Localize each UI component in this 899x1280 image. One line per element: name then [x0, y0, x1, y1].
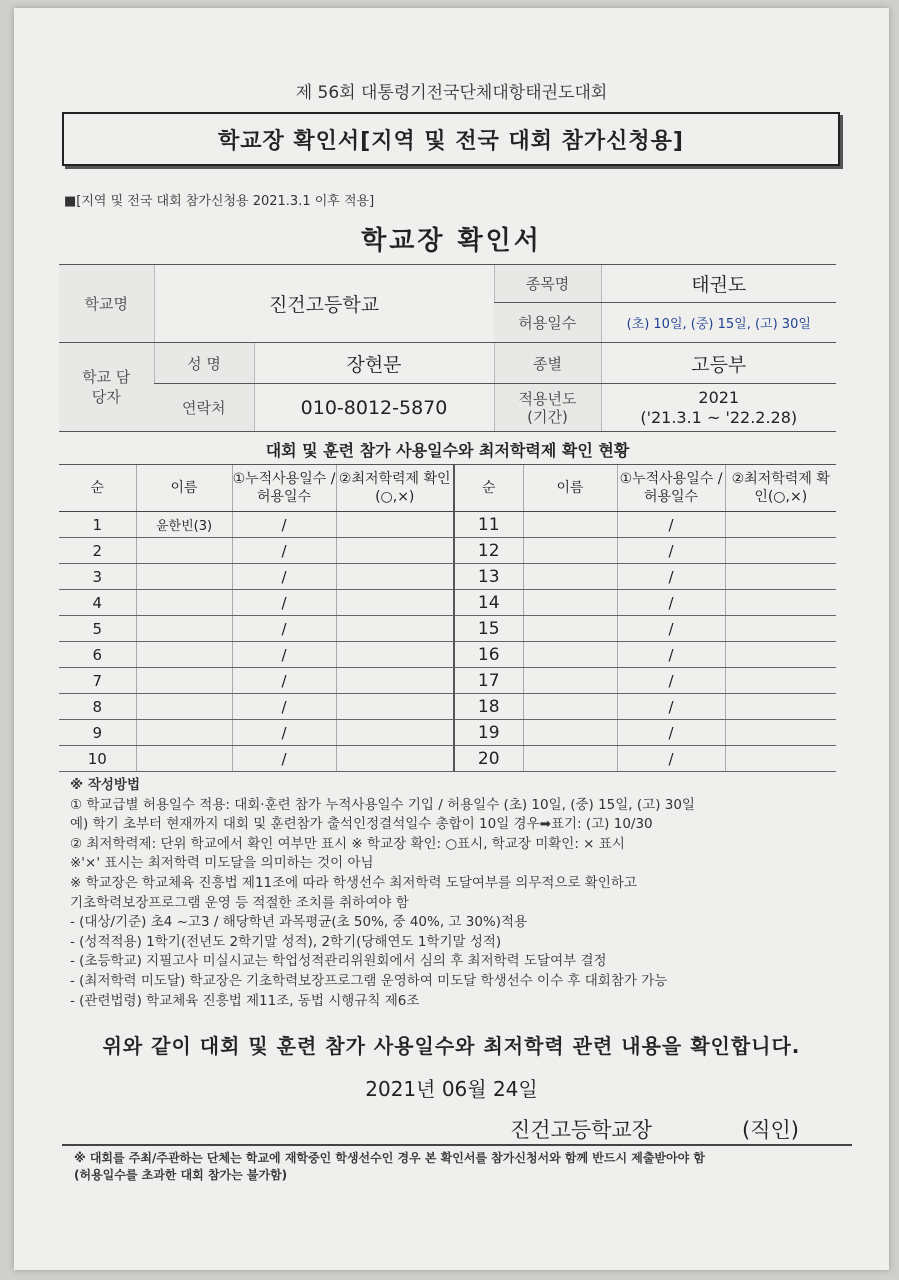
col-min-header: ②최저학력제 확인(○,×): [336, 465, 454, 512]
col-days-header: ①누적사용일수 /허용일수: [232, 465, 336, 512]
row-min-check: [336, 668, 454, 694]
row-name: [523, 512, 617, 538]
row-min-check: [725, 694, 836, 720]
row-name: [136, 616, 232, 642]
row-no: 14: [454, 590, 523, 616]
row-min-check: [725, 642, 836, 668]
table-heading: 대회 및 훈련 참가 사용일수와 최저학력제 확인 현황: [265, 441, 630, 460]
name-value: 장현문: [254, 343, 494, 384]
name-label: 성 명: [154, 343, 254, 384]
row-min-check: [725, 564, 836, 590]
confirmation-statement: 위와 같이 대회 및 훈련 참가 사용일수와 최저학력 관련 내용을 확인합니다.: [102, 1034, 801, 1058]
instruction-line: - (초등학교) 지필고사 미실시교는 학업성적관리위원회에서 심의 후 최저학력 도달여부 결정: [70, 953, 607, 970]
event-title: 제 56회 대통령기전국단체대항태권도대회: [295, 83, 608, 103]
row-no: 5: [59, 616, 136, 642]
row-min-check: [336, 746, 454, 772]
table-row: [59, 668, 836, 694]
row-min-check: [336, 590, 454, 616]
instruction-line: ※ 작성방법: [70, 777, 140, 793]
row-no: 16: [454, 642, 523, 668]
row-days: /: [232, 642, 336, 668]
table-row: [59, 512, 836, 538]
document-page: [14, 8, 889, 1270]
row-name: [523, 642, 617, 668]
row-min-check: [725, 720, 836, 746]
table-row: [59, 720, 836, 746]
row-no: 6: [59, 642, 136, 668]
row-min-check: [336, 616, 454, 642]
contact-label: 연락처: [154, 384, 254, 432]
row-days: /: [232, 746, 336, 772]
row-days: /: [232, 590, 336, 616]
row-days: /: [617, 668, 725, 694]
row-days: /: [617, 694, 725, 720]
period-label: 적용년도 (기간): [494, 384, 601, 432]
row-no: 3: [59, 564, 136, 590]
participation-table: [59, 464, 836, 772]
event-value: 태권도: [601, 265, 836, 303]
row-min-check: [725, 746, 836, 772]
instruction-line: ※ 학교장은 학교체육 진흥법 제11조에 따라 학생선수 최저학력 도달여부를 의무적으로 확인하고: [70, 874, 637, 891]
instruction-line: - (최저학력 미도달) 학교장은 기초학력보장프로그램 운영하여 미도달 학생선수 이수 후 대회참가 가능: [70, 972, 668, 989]
row-days: /: [232, 538, 336, 564]
row-days: /: [232, 720, 336, 746]
table-row: [59, 746, 836, 772]
row-days: /: [232, 694, 336, 720]
row-days: /: [617, 746, 725, 772]
row-no: 20: [454, 746, 523, 772]
row-name: [523, 616, 617, 642]
instruction-line: ① 학교급별 허용일수 적용: 대회·훈련 참가 누적사용일수 기입 / 허용일수 (초) 10일, (중) 15일, (고) 30일: [70, 796, 695, 813]
footer-divider: [62, 1144, 852, 1146]
row-no: 18: [454, 694, 523, 720]
instruction-line: - (성적적용) 1학기(전년도 2학기말 성적), 2학기(당해연도 1학기말 성적): [70, 933, 502, 950]
row-min-check: [725, 512, 836, 538]
row-min-check: [725, 538, 836, 564]
table-row: [59, 642, 836, 668]
issue-date: 2021년 06월 24일: [365, 1077, 538, 1101]
instruction-line: - (관련법령) 학교체육 진흥법 제11조, 동법 시행규칙 제6조: [70, 992, 420, 1009]
year-value: 2021: [698, 387, 740, 407]
row-name: [523, 720, 617, 746]
row-days: /: [617, 590, 725, 616]
row-min-check: [336, 538, 454, 564]
row-name: [523, 590, 617, 616]
col-min-header-right: ②최저학력제 확인(○,×): [725, 465, 836, 512]
row-min-check: [336, 720, 454, 746]
footnote-line: ※ 대회를 주최/주관하는 단체는 학교에 재학중인 학생선수인 경우 본 확인서를 참가신청서와 함께 반드시 제출받아야 함: [74, 1151, 705, 1165]
row-min-check: [336, 642, 454, 668]
row-no: 12: [454, 538, 523, 564]
row-days: /: [232, 512, 336, 538]
row-name: [136, 720, 232, 746]
row-days: /: [232, 668, 336, 694]
row-name: [136, 668, 232, 694]
manager-label: 학교 담당자: [59, 343, 154, 432]
row-name: [523, 746, 617, 772]
table-header-row: [59, 465, 836, 512]
instruction-line: - (대상/기준) 초4 ~고3 / 해당학년 과목평균(초 50%, 중 40%, 고 30%)적용: [70, 914, 528, 931]
form-note: ■[지역 및 전국 대회 참가신청용 2021.3.1 이후 적용]: [64, 194, 375, 209]
row-min-check: [725, 616, 836, 642]
instructions: [70, 776, 850, 1011]
instruction-line: 예) 학기 초부터 현재까지 대회 및 훈련참가 출석인정결석일수 총합이 10일 경우➡표기: (고) 10/30: [70, 816, 653, 833]
col-days-header-right: ①누적사용일수 /허용일수: [617, 465, 725, 512]
row-name: [523, 668, 617, 694]
row-no: 1: [59, 512, 136, 538]
instruction-line: 기초학력보장프로그램 운영 등 적절한 조치를 취하여야 함: [70, 894, 409, 911]
boxed-title: 학교장 확인서[지역 및 전국 대회 참가신청용]: [62, 112, 840, 166]
period-value: ('21.3.1 ~ '22.2.28): [640, 407, 798, 427]
footnote-line: (허용일수를 초과한 대회 참가는 불가함): [74, 1168, 288, 1182]
row-name: 윤한빈(3): [136, 512, 232, 538]
table-row: [59, 538, 836, 564]
document-title: 학교장 확인서: [361, 226, 542, 256]
period-cell: [601, 384, 836, 432]
row-min-check: [336, 512, 454, 538]
row-no: 9: [59, 720, 136, 746]
allowed-days-value: (초) 10일, (중) 15일, (고) 30일: [601, 303, 836, 343]
division-label: 종별: [494, 343, 601, 384]
col-no-header: 순: [59, 465, 136, 512]
instruction-line: ② 최저학력제: 단위 학교에서 확인 여부만 표시 ※ 학교장 확인: ○표시, 학교장 미확인: × 표시: [70, 835, 625, 852]
row-no: 19: [454, 720, 523, 746]
footnotes: [74, 1150, 705, 1184]
row-name: [136, 746, 232, 772]
signature-seal: (직인): [742, 1118, 799, 1142]
table-row: [59, 694, 836, 720]
row-days: /: [617, 642, 725, 668]
info-table: [59, 264, 836, 432]
col-name-header-right: 이름: [523, 465, 617, 512]
school-label: 학교명: [59, 265, 154, 343]
contact-value: 010-8012-5870: [254, 384, 494, 432]
row-days: /: [617, 512, 725, 538]
row-no: 4: [59, 590, 136, 616]
event-label: 종목명: [494, 265, 601, 303]
row-min-check: [336, 564, 454, 590]
col-no-header-right: 순: [454, 465, 523, 512]
row-no: 11: [454, 512, 523, 538]
row-days: /: [617, 720, 725, 746]
row-days: /: [617, 538, 725, 564]
row-min-check: [336, 694, 454, 720]
row-days: /: [232, 616, 336, 642]
school-value: 진건고등학교: [154, 265, 494, 343]
row-name: [136, 564, 232, 590]
row-min-check: [725, 590, 836, 616]
row-name: [523, 538, 617, 564]
row-name: [136, 642, 232, 668]
row-no: 2: [59, 538, 136, 564]
row-min-check: [725, 668, 836, 694]
row-days: /: [232, 564, 336, 590]
table-row: [59, 590, 836, 616]
division-value: 고등부: [601, 343, 836, 384]
row-name: [136, 538, 232, 564]
row-no: 15: [454, 616, 523, 642]
col-name-header: 이름: [136, 465, 232, 512]
row-no: 7: [59, 668, 136, 694]
instruction-line: ※'×' 표시는 최저학력 미도달을 의미하는 것이 아님: [70, 855, 374, 872]
row-no: 17: [454, 668, 523, 694]
row-name: [523, 564, 617, 590]
table-row: [59, 616, 836, 642]
row-no: 8: [59, 694, 136, 720]
row-name: [523, 694, 617, 720]
row-no: 10: [59, 746, 136, 772]
allowed-days-label: 허용일수: [494, 303, 601, 343]
row-days: /: [617, 564, 725, 590]
table-row: [59, 564, 836, 590]
row-name: [136, 590, 232, 616]
row-name: [136, 694, 232, 720]
signature-school: 진건고등학교장: [510, 1118, 653, 1142]
row-days: /: [617, 616, 725, 642]
row-no: 13: [454, 564, 523, 590]
